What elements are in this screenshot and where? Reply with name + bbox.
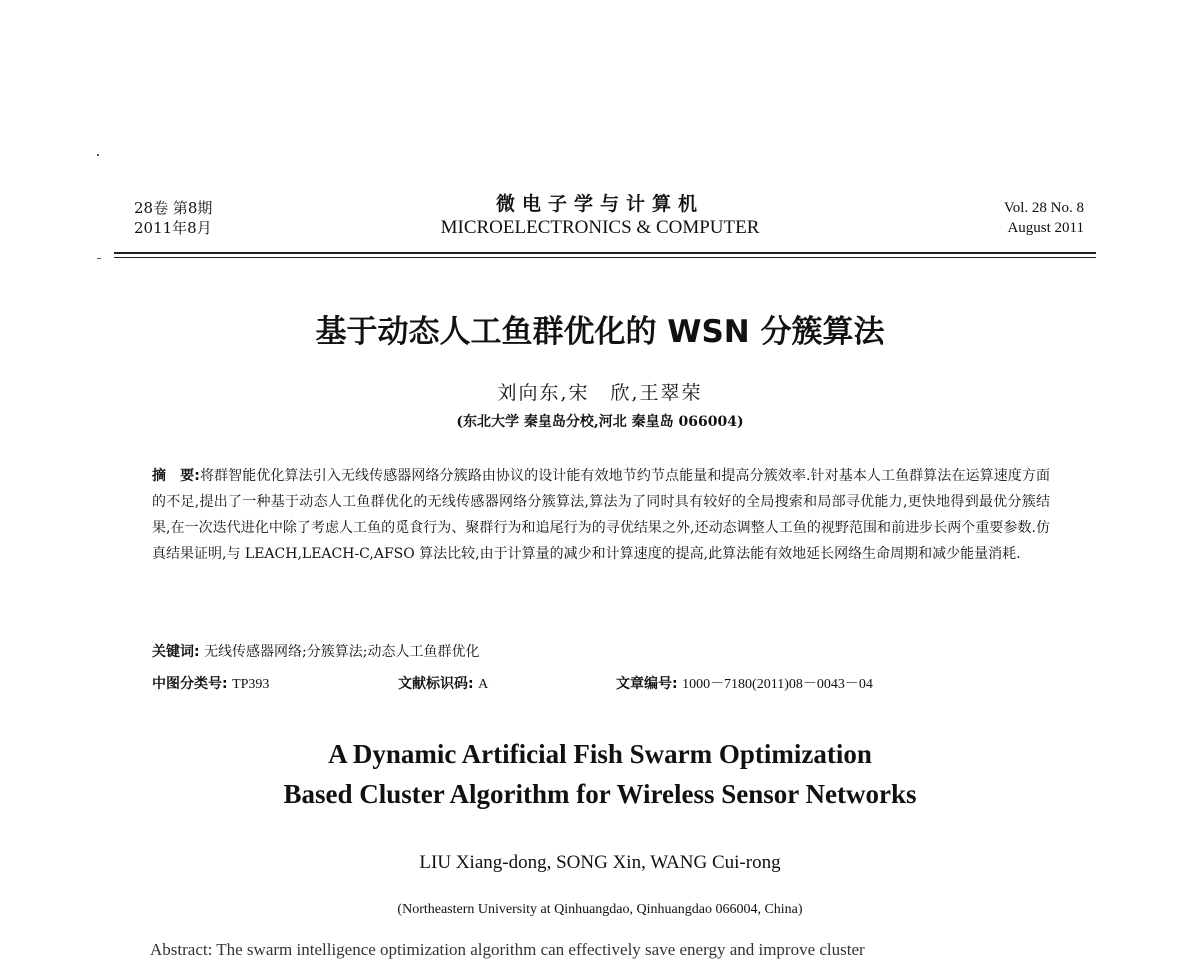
header-rule-thin bbox=[114, 257, 1096, 258]
paper-title-zh: 基于动态人工鱼群优化的 WSN 分簇算法 bbox=[315, 314, 885, 350]
abstract-label-zh: 摘 要: bbox=[152, 468, 200, 484]
scan-mark bbox=[97, 258, 101, 259]
abstract-en-partial: Abstract: The swarm intelligence optimization algorithm can effectively save energy and improve cluster bbox=[150, 940, 865, 959]
clc-value: TP393 bbox=[232, 677, 270, 692]
issue-info-en bbox=[960, 198, 1084, 238]
document-code bbox=[398, 673, 488, 696]
volume-issue-en: Vol. 28 No. 8 bbox=[1003, 200, 1084, 216]
keywords-label-zh: 关键词: bbox=[152, 644, 200, 660]
authors-en: LIU Xiang-dong, SONG Xin, WANG Cui-rong bbox=[419, 852, 781, 873]
document-code-label: 文献标识码: bbox=[398, 676, 474, 692]
clc-label: 中图分类号: bbox=[152, 676, 228, 692]
abstract-zh bbox=[152, 463, 1050, 567]
journal-name-zh: 微电子学与计算机 bbox=[495, 193, 704, 215]
keywords-value-zh: 无线传感器网络;分簇算法;动态人工鱼群优化 bbox=[204, 644, 480, 660]
paper-title-en-line1: A Dynamic Artificial Fish Swarm Optimization bbox=[328, 739, 872, 769]
keywords-zh bbox=[152, 641, 480, 663]
paper-title-en bbox=[0, 734, 1200, 814]
date-zh: 2011年8月 bbox=[134, 219, 212, 237]
date-en: August 2011 bbox=[1007, 220, 1084, 236]
article-number-label: 文章编号: bbox=[616, 676, 678, 692]
clc-number bbox=[152, 673, 269, 696]
document-code-value: A bbox=[478, 677, 489, 692]
volume-issue-zh: 28卷 第8期 bbox=[134, 199, 213, 217]
authors-zh: 刘向东,宋 欣,王翠荣 bbox=[497, 382, 703, 404]
paper-title-en-line2: Based Cluster Algorithm for Wireless Sensor Networks bbox=[283, 779, 917, 809]
abstract-body-zh: 将群智能优化算法引入无线传感器网络分簇路由协议的设计能有效地节约节点能量和提高分簇效率.针对基本人工鱼群算法在运算速度方面的不足,提出了一种基于动态人工鱼群优化的无线传感器网络分簇算法,算法为了同时具有较好的全局搜索和局部寻优能力,更快地得到最优分簇结果,在一次迭代进化中除了考虑人工鱼的觅食行为、聚群行为和追尾行为的寻优结果之外,还动态调整人工鱼的视野范围和前进步长两个重要参数.仿真结果证明,与 LEACH,LEACH-C,AFSO 算法比较,由于计算量的减少和计算速度的提高,此算法能有效地延长网络生命周期和减少能量消耗. bbox=[152, 468, 1050, 562]
journal-name-en: MICROELECTRONICS & COMPUTER bbox=[440, 217, 760, 238]
affiliation-zh: (东北大学 秦皇岛分校,河北 秦皇岛 066004) bbox=[456, 414, 744, 430]
article-number bbox=[616, 673, 873, 696]
affiliation-en: (Northeastern University at Qinhuangdao, Qinhuangdao 066004, China) bbox=[397, 902, 803, 917]
article-number-value: 1000－7180(2011)08－0043－04 bbox=[682, 677, 873, 692]
scan-speck bbox=[97, 154, 99, 156]
header-rule-thick bbox=[114, 252, 1096, 254]
